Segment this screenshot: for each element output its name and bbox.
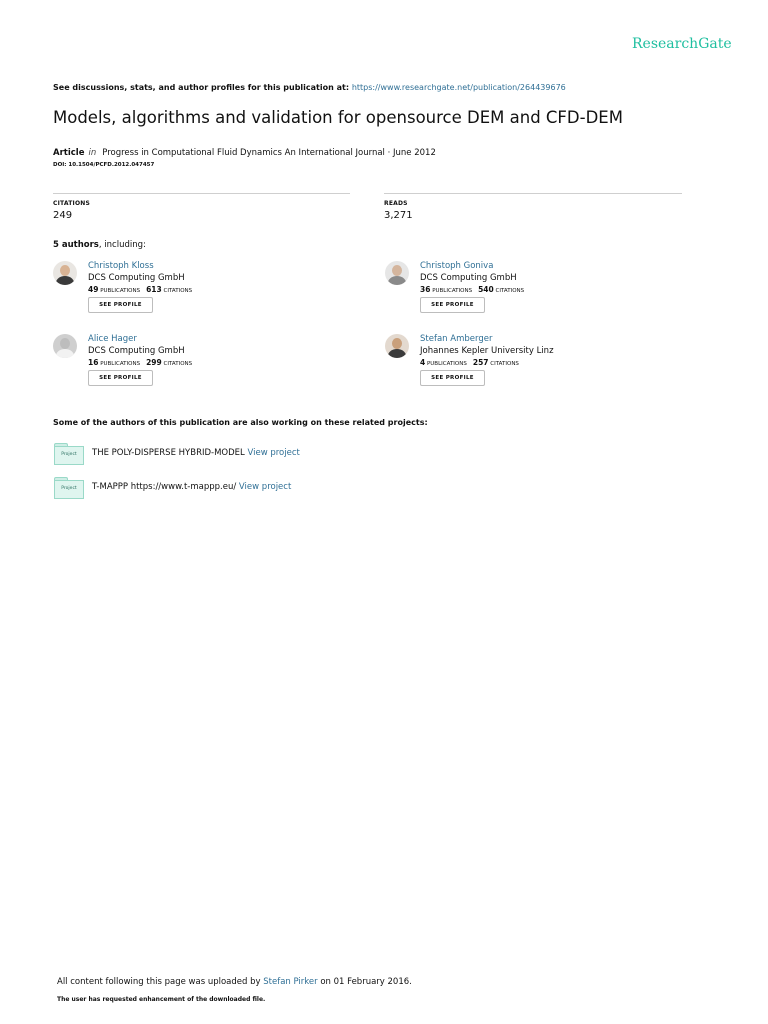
author-stats [420, 285, 524, 294]
citations-label: CITATIONS [163, 288, 193, 294]
project-item [54, 443, 454, 465]
publication-url-link[interactable]: https://www.researchgate.net/publication/264439676 [351, 83, 566, 92]
publications-count: 49 [88, 285, 99, 294]
citations-count: 540 [478, 285, 494, 294]
citations-label: CITATIONS [490, 361, 519, 367]
upload-suffix: on 01 February 2016. [317, 977, 412, 987]
uploader-link[interactable]: Stefan Pirker [263, 977, 318, 987]
author-affiliation: DCS Computing GmbH [88, 273, 185, 283]
publications-count: 16 [88, 358, 99, 367]
journal-name: Progress in Computational Fluid Dynamics An International Journal · June 2012 [102, 148, 436, 158]
author-card [53, 261, 353, 323]
reads-label: READS [384, 200, 408, 207]
upload-note [57, 977, 412, 987]
author-stats [88, 358, 192, 367]
publication-meta [53, 148, 436, 158]
avatar[interactable] [53, 334, 77, 358]
see-profile-button[interactable]: SEE PROFILE [420, 370, 485, 386]
authors-header [53, 240, 146, 250]
author-name[interactable]: Christoph Goniva [420, 261, 494, 271]
see-profile-button[interactable]: SEE PROFILE [420, 297, 485, 313]
author-name[interactable]: Christoph Kloss [88, 261, 154, 271]
view-project-link[interactable]: View project [238, 482, 292, 492]
publications-count: 36 [420, 285, 431, 294]
publications-count: 4 [420, 358, 426, 367]
in-label: in [88, 148, 97, 158]
author-affiliation: DCS Computing GmbH [420, 273, 517, 283]
citations-count: 299 [146, 358, 162, 367]
see-profile-button[interactable]: SEE PROFILE [88, 370, 153, 386]
view-project-link[interactable]: View project [247, 448, 300, 458]
avatar[interactable] [385, 334, 409, 358]
project-folder-icon [54, 477, 84, 499]
author-affiliation: Johannes Kepler University Linz [420, 346, 554, 356]
citations-value: 249 [53, 210, 73, 221]
citations-label: CITATIONS [495, 288, 525, 294]
project-name: T-MAPPP https://www.t-mappp.eu/ [92, 482, 239, 492]
authors-count: 5 authors [53, 240, 99, 250]
enhancement-note: The user has requested enhancement of the downloaded file. [57, 996, 266, 1003]
project-item [54, 477, 454, 499]
project-icon-label: Project [61, 486, 77, 491]
author-stats [88, 285, 192, 294]
doi: DOI: 10.1504/PCFD.2012.047457 [53, 162, 155, 168]
project-icon-label: Project [61, 452, 77, 457]
see-profile-button[interactable]: SEE PROFILE [88, 297, 153, 313]
author-name[interactable]: Alice Hager [88, 334, 137, 344]
avatar[interactable] [53, 261, 77, 285]
discussion-prefix: See discussions, stats, and author profiles for this publication at: [53, 83, 352, 92]
author-card [53, 334, 353, 396]
project-folder-icon [54, 443, 84, 465]
publications-label: PUBLICATIONS [426, 361, 467, 367]
publication-title: Models, algorithms and validation for opensource DEM and CFD-DEM [53, 108, 623, 127]
publication-type: Article [53, 148, 85, 158]
author-stats [420, 358, 519, 367]
project-name: THE POLY-DISPERSE HYBRID-MODEL [92, 448, 248, 458]
publications-label: PUBLICATIONS [432, 288, 473, 294]
avatar[interactable] [385, 261, 409, 285]
publications-label: PUBLICATIONS [100, 288, 141, 294]
citations-label: CITATIONS [163, 361, 193, 367]
author-affiliation: DCS Computing GmbH [88, 346, 185, 356]
author-card [385, 261, 685, 323]
researchgate-logo[interactable]: ResearchGate [632, 36, 732, 52]
authors-suffix: , including: [98, 240, 146, 250]
citations-label: CITATIONS [53, 200, 91, 207]
author-name[interactable]: Stefan Amberger [420, 334, 493, 344]
reads-divider [384, 193, 682, 194]
citations-count: 257 [472, 358, 489, 367]
reads-value: 3,271 [384, 210, 413, 221]
citations-divider [53, 193, 350, 194]
publications-label: PUBLICATIONS [100, 361, 141, 367]
discussion-line [53, 83, 566, 92]
citations-count: 613 [146, 285, 162, 294]
upload-prefix: All content following this page was uploaded by [57, 977, 264, 987]
related-projects-header: Some of the authors of this publication are also working on these related projects: [53, 418, 428, 427]
author-card [385, 334, 685, 396]
